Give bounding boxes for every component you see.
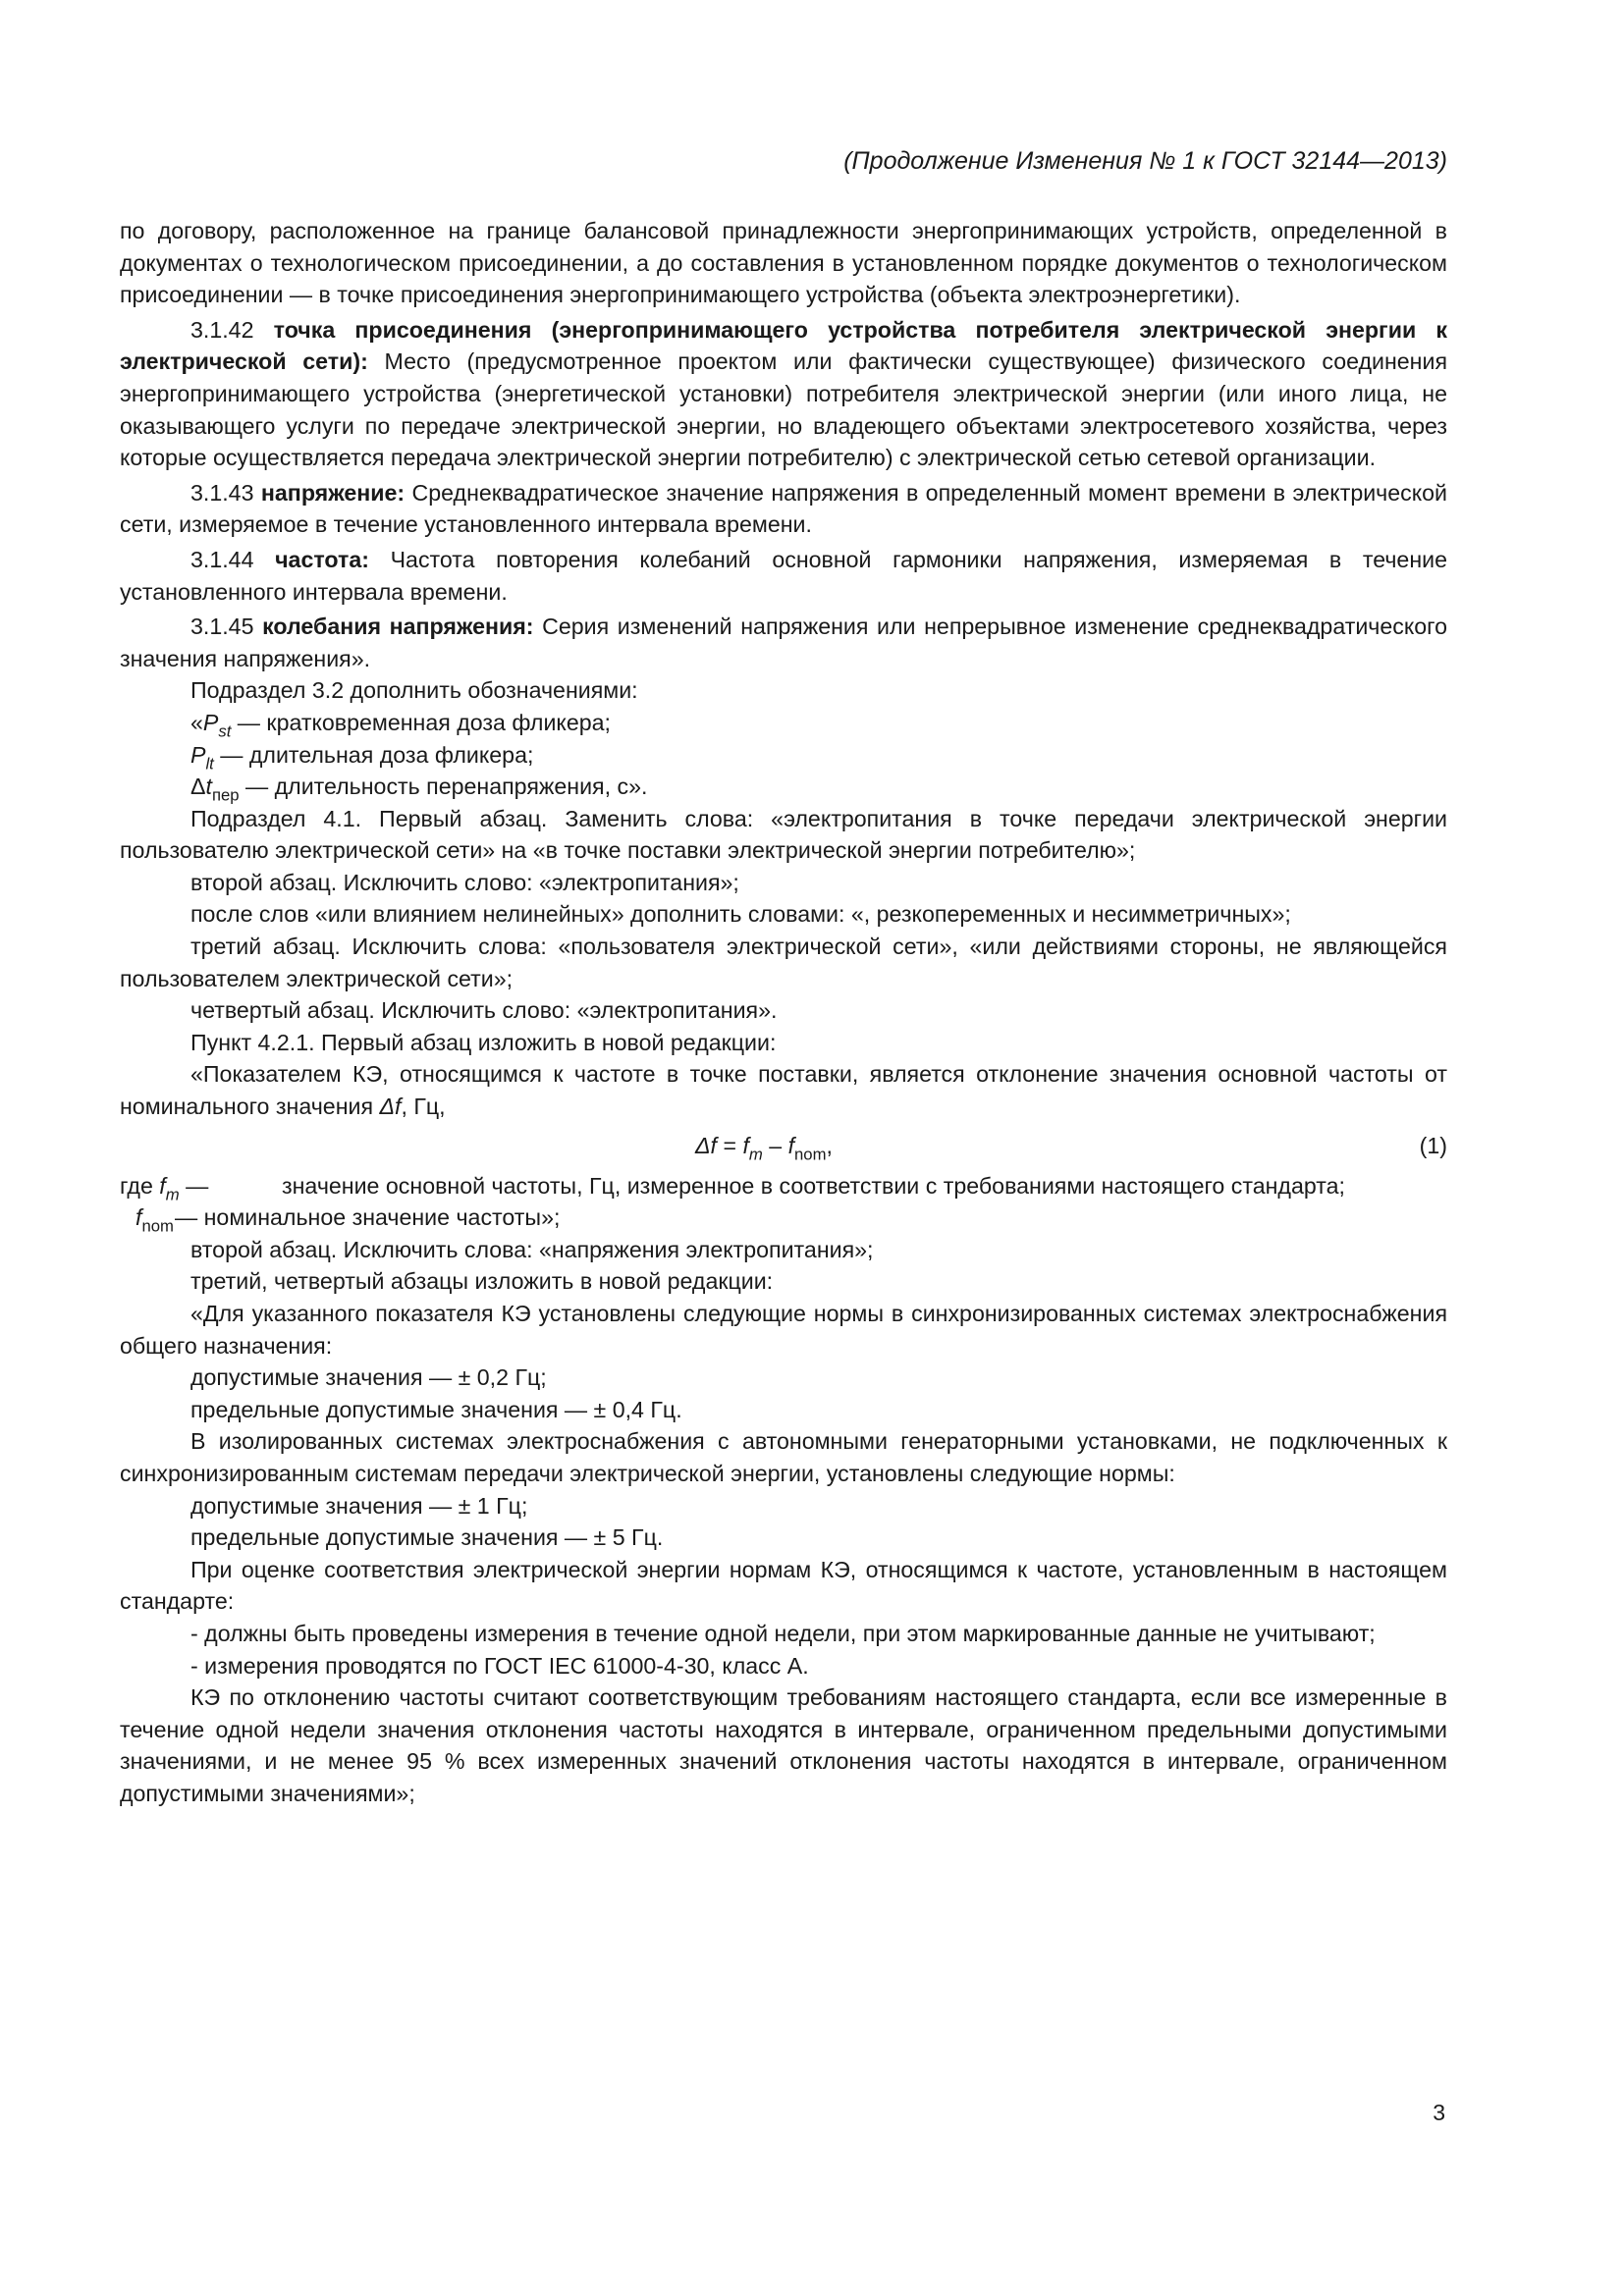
delta-f-symbol: Δf: [379, 1094, 402, 1120]
defined-term: колебания напряжения:: [262, 614, 534, 640]
definition-text: Серия изменений напряжения или непрерывное изменение среднеквадратического значения напряжения».: [120, 614, 1447, 671]
paragraph-second-abzac: второй абзац. Исключить слова: «напряжения электропитания»;: [190, 1236, 874, 1262]
where-label: [135, 1201, 174, 1234]
symbol-subscript: пер: [211, 785, 240, 805]
symbol-base: P: [202, 709, 219, 735]
definition-3-1-43: [120, 477, 1447, 541]
where-fnom: [120, 1201, 1447, 1234]
paragraph-subsection-3-2: Подраздел 3.2 дополнить обозначениями:: [190, 677, 638, 704]
symbol-description: — длительность перенапряжения, с».: [239, 774, 648, 800]
list-item-measurements-class: - измерения проводятся по ГОСТ IEC 61000-4-30, класс А.: [190, 1652, 809, 1679]
formula-equals: =: [717, 1132, 743, 1158]
paragraph-continuation: по договору, расположенное на границе балансовой принадлежности энергопринимающих устройств, определенной в документах о технологическом присоединении, а до составления в установленном порядке документов о технологическом присоединении — в точке присоединения энергопринимающего устройства (объекта электроэнергетики).: [120, 218, 1447, 308]
formula-lhs: Δf: [695, 1132, 717, 1158]
where-label: [120, 1170, 208, 1202]
paragraph-norms-isolated: В изолированных системах электроснабжения с автономными генераторными установками, не подключенных к синхронизированным системам передачи электрической энергии, установлены следующие нормы:: [120, 1428, 1447, 1486]
clause-number: 3.1.43: [190, 479, 261, 506]
symbol-description: — длительная доза фликера;: [213, 741, 534, 768]
clause-number: 3.1.42: [190, 316, 274, 343]
formula-comma: ,: [826, 1132, 833, 1158]
paragraph-4-1-third: третий абзац. Исключить слова: «пользователя электрической сети», «или действиями стороны, не являющейся пользователем электрической сети»;: [120, 934, 1447, 991]
definition-3-1-44: [120, 544, 1447, 608]
norm-permissible-sync: допустимые значения — ± 0,2 Гц;: [190, 1364, 547, 1391]
paragraph-third-fourth: третий, четвертый абзацы изложить в новой редакции:: [190, 1268, 774, 1295]
formula-sub-nom: nom: [794, 1144, 827, 1163]
where-word: где: [120, 1172, 160, 1199]
symbol-subscript: lt: [205, 753, 214, 773]
formula-f: f: [787, 1132, 795, 1158]
defined-term: точка присоединения (энергопринимающего устройства потребителя электрической энергии к электрической сети):: [120, 316, 1447, 375]
paragraph-4-2-1: Пункт 4.2.1. Первый абзац изложить в новой редакции:: [190, 1029, 777, 1055]
defined-term: напряжение:: [260, 479, 406, 506]
definition-text: Частота повторения колебаний основной гармоники напряжения, измеряемая в течение установленного интервала времени.: [120, 546, 1447, 605]
formula-expression: [695, 1130, 833, 1162]
symbol-subscript: nom: [141, 1216, 174, 1236]
formula-minus: –: [762, 1132, 788, 1158]
norm-limit-isolated: предельные допустимые значения — ± 5 Гц.: [190, 1524, 664, 1551]
defined-term: частота:: [275, 546, 369, 572]
paragraph-4-1-second: второй абзац. Исключить слово: «электропитания»;: [190, 869, 739, 895]
symbol-dt-per: [120, 771, 1447, 803]
formula-f: f: [742, 1132, 749, 1158]
dash: —: [179, 1172, 209, 1199]
page-number: 3: [1433, 2100, 1445, 2125]
text-segment: «Показателем КЭ, относящимся к частоте в точке поставки, является отклонение значения основной частоты от номинального значения: [120, 1061, 1447, 1120]
running-header: (Продолжение Изменения № 1 к ГОСТ 32144—2013): [843, 147, 1447, 175]
delta-symbol: Δ: [190, 774, 206, 800]
symbol-subscript: st: [218, 721, 232, 741]
paragraph-norms-sync: «Для указанного показателя КЭ установлены следующие нормы в синхронизированных системах электроснабжения общего назначения:: [120, 1301, 1447, 1359]
quote-open: «: [190, 709, 203, 735]
symbol-base: f: [135, 1204, 142, 1231]
document-body: [120, 215, 1447, 1810]
clause-number: 3.1.45: [190, 614, 263, 640]
definition-text: Место (предусмотренное проектом или фактически существующее) физического соединения энергопринимающего устройства (энергетической установки) потребителя электрической энергии (или иного лица, не оказывающего услуги по передаче электрической энергии, но владеющего объектами электросетевого хозяйства, через которые осуществляется передача электрической энергии потребителю) с электрической сетью сетевой организации.: [120, 348, 1447, 471]
paragraph-4-1-after: после слов «или влиянием нелинейных» дополнить словами: «, резкопеременных и несимметричных»;: [190, 901, 1291, 928]
symbol-base: t: [205, 774, 212, 800]
where-description: значение основной частоты, Гц, измеренное в соответствии с требованиями настоящего стандарта;: [282, 1172, 1345, 1199]
list-item-measurements-week: - должны быть проведены измерения в течение одной недели, при этом маркированные данные не учитывают;: [190, 1620, 1376, 1646]
where-description: — номинальное значение частоты»;: [175, 1204, 561, 1231]
paragraph-subsection-4-1: Подраздел 4.1. Первый абзац. Заменить слова: «электропитания в точке передачи электрической энергии пользователю электрической сети» на «в точке поставки электрической энергии потребителю»;: [120, 805, 1447, 864]
symbol-plt: [120, 739, 1447, 772]
definition-3-1-45: [120, 611, 1447, 674]
where-fm: [120, 1170, 1447, 1202]
clause-number: 3.1.44: [190, 546, 276, 572]
paragraph-assessment: При оценке соответствия электрической энергии нормам КЭ, относящимся к частоте, установленным в настоящем стандарте:: [120, 1556, 1447, 1615]
symbol-base: P: [190, 741, 206, 768]
formula-1: [120, 1126, 1447, 1167]
symbol-description: — кратковременная доза фликера;: [231, 709, 611, 735]
definition-text: Среднеквадратическое значение напряжения в определенный момент времени в электрической сети, измеряемое в течение установленного интервала времени.: [120, 479, 1447, 538]
formula-sub-m: m: [748, 1144, 763, 1163]
norm-limit-sync: предельные допустимые значения — ± 0,4 Гц.: [190, 1396, 682, 1422]
paragraph-4-2-1-text: [120, 1058, 1447, 1122]
norm-permissible-isolated: допустимые значения — ± 1 Гц;: [190, 1492, 528, 1519]
definition-3-1-42: [120, 314, 1447, 474]
paragraph-4-1-fourth: четвертый абзац. Исключить слово: «электропитания».: [190, 997, 778, 1024]
symbol-subscript: m: [165, 1184, 180, 1203]
paragraph-conformity: КЭ по отклонению частоты считают соответствующим требованиям настоящего стандарта, если все измеренные в течение одной недели значения отклонения частоты находятся в интервале, ограниченном предельными допустимыми значениями, и не менее 95 % всех измеренных значений отклонения частоты находятся в интервале, ограниченном допустимыми значениями»;: [120, 1684, 1447, 1806]
formula-number: (1): [1419, 1132, 1447, 1158]
symbol-pst: [120, 707, 1447, 739]
symbol-base: f: [159, 1172, 166, 1199]
text-segment: , Гц,: [401, 1094, 446, 1120]
